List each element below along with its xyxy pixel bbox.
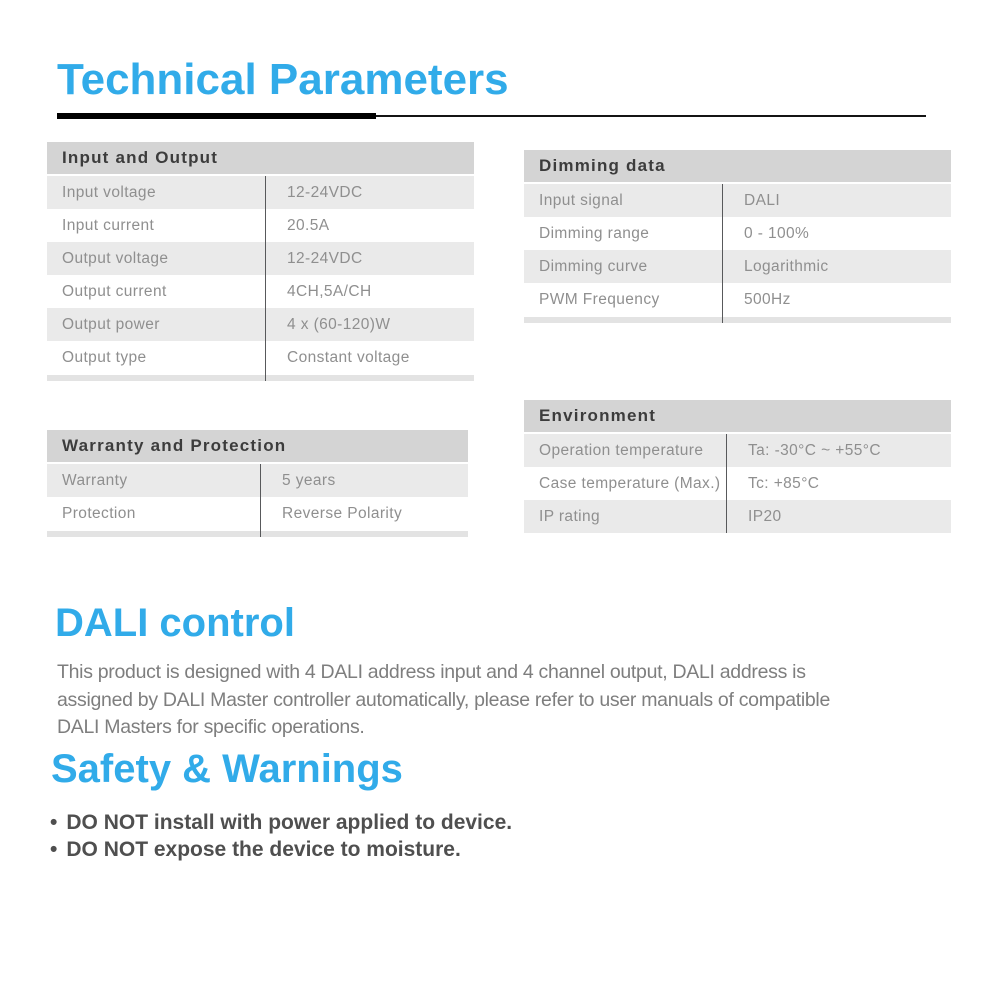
title-underline-thick <box>57 113 376 119</box>
table-row <box>47 242 474 275</box>
row-value: 4 x (60-120)W <box>287 316 391 333</box>
page-title: Technical Parameters <box>57 55 509 104</box>
table-warranty-protection-rows <box>47 464 468 537</box>
table-row <box>47 209 474 242</box>
row-value: DALI <box>744 192 781 209</box>
row-label: Dimming range <box>539 225 650 242</box>
row-value: Reverse Polarity <box>282 505 403 522</box>
table-dimming-data <box>524 150 951 323</box>
column-divider <box>260 464 261 537</box>
row-value: 12-24VDC <box>287 184 363 201</box>
row-value: Logarithmic <box>744 258 829 275</box>
bullet-icon: • <box>50 811 58 834</box>
table-bottom-strip <box>47 531 468 537</box>
row-label: Input voltage <box>62 184 156 201</box>
table-dimming-data-rows <box>524 184 951 323</box>
table-row <box>47 308 474 341</box>
row-label: Output type <box>62 349 147 366</box>
row-label: Warranty <box>62 472 128 489</box>
row-value: Tc: +85°C <box>748 475 820 492</box>
table-row <box>524 184 951 217</box>
table-environment-title: Environment <box>524 400 951 432</box>
safety-bullet-item <box>50 836 512 863</box>
column-divider <box>726 434 727 533</box>
table-row <box>47 341 474 374</box>
table-row <box>524 434 951 467</box>
table-bottom-strip <box>47 375 474 381</box>
table-row <box>47 497 468 530</box>
row-value: IP20 <box>748 508 782 525</box>
row-label: IP rating <box>539 508 601 525</box>
table-dimming-data-title: Dimming data <box>524 150 951 182</box>
safety-bullet-item <box>50 809 512 836</box>
safety-bullet-text: DO NOT expose the device to moisture. <box>66 838 461 861</box>
row-label: PWM Frequency <box>539 291 660 308</box>
row-label: Protection <box>62 505 136 522</box>
row-value: 5 years <box>282 472 336 489</box>
row-label: Case temperature (Max.) <box>539 475 721 492</box>
table-input-output-title: Input and Output <box>47 142 474 174</box>
row-label: Output power <box>62 316 160 333</box>
row-label: Input current <box>62 217 155 234</box>
table-bottom-strip <box>524 317 951 323</box>
table-environment-rows <box>524 434 951 533</box>
table-row <box>524 467 951 500</box>
table-environment <box>524 400 951 533</box>
table-row <box>47 464 468 497</box>
table-row <box>47 176 474 209</box>
dali-control-heading: DALI control <box>55 601 295 645</box>
row-value: Constant voltage <box>287 349 410 366</box>
row-value: 0 - 100% <box>744 225 810 242</box>
safety-bullet-text: DO NOT install with power applied to device. <box>66 811 513 834</box>
row-label: Dimming curve <box>539 258 648 275</box>
row-label: Output voltage <box>62 250 169 267</box>
row-label: Operation temperature <box>539 442 704 459</box>
row-value: 500Hz <box>744 291 791 308</box>
table-row <box>524 250 951 283</box>
bullet-icon: • <box>50 838 58 861</box>
table-row <box>524 217 951 250</box>
row-value: 20.5A <box>287 217 330 234</box>
dali-control-paragraph: This product is designed with 4 DALI address input and 4 channel output, DALI address is assigned by DALI Master controller automatically, please refer to user manuals of compatible DALI Masters for specific operations. <box>57 661 831 738</box>
row-value: 12-24VDC <box>287 250 363 267</box>
row-label: Output current <box>62 283 167 300</box>
safety-warnings-heading: Safety & Warnings <box>51 747 403 791</box>
row-label: Input signal <box>539 192 624 209</box>
title-underline-thin <box>376 115 926 117</box>
row-value: Ta: -30°C ~ +55°C <box>748 442 881 459</box>
row-value: 4CH,5A/CH <box>287 283 372 300</box>
table-row <box>47 275 474 308</box>
table-warranty-protection <box>47 430 468 537</box>
table-warranty-protection-title: Warranty and Protection <box>47 430 468 462</box>
table-row <box>524 500 951 533</box>
table-row <box>524 283 951 316</box>
column-divider <box>722 184 723 323</box>
table-input-output-rows <box>47 176 474 381</box>
safety-warnings-list <box>50 809 512 863</box>
column-divider <box>265 176 266 381</box>
table-input-output <box>47 142 474 381</box>
